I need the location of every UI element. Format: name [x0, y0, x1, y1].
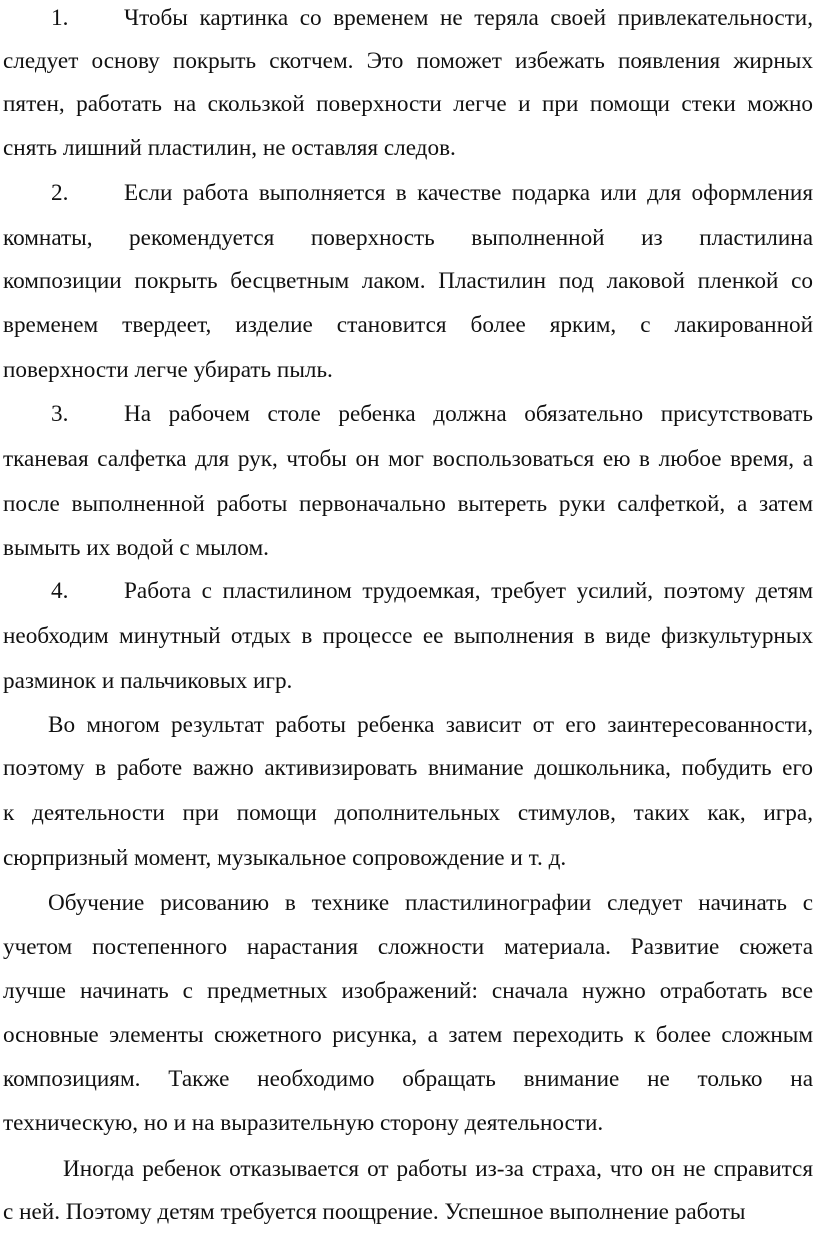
text-line: композициям. Также необходимо обращать внимание не только на — [3, 1066, 813, 1092]
text-line: после выполненной работы первоначально вытереть руки салфеткой, а затем — [3, 491, 813, 517]
paragraph-first-line — [3, 710, 813, 740]
list-item-number: 1. — [51, 5, 69, 31]
list-item-first-line — [3, 399, 813, 429]
text-line: композиции покрыть бесцветным лаком. Пластилин под лаковой пленкой со — [3, 268, 813, 294]
text-line: учетом постепенного нарастания сложности материала. Развитие сюжета — [3, 934, 813, 960]
list-item-text: Работа с пластилином трудоемкая, требует усилий, поэтому детям — [124, 578, 813, 604]
list-item-first-line — [3, 178, 813, 208]
text-line: комнаты, рекомендуется поверхность выполненной из пластилина — [3, 225, 813, 251]
text-line: следует основу покрыть скотчем. Это поможет избежать появления жирных — [3, 48, 813, 74]
text-line: основные элементы сюжетного рисунка, а затем переходить к более сложным — [3, 1022, 813, 1048]
text-line: вымыть их водой с мылом. — [3, 535, 269, 561]
list-item-text: На рабочем столе ребенка должна обязательно присутствовать — [124, 401, 813, 427]
text-line: техническую, но и на выразительную сторону деятельности. — [3, 1110, 604, 1136]
text-line: снять лишний пластилин, не оставляя следов. — [3, 135, 456, 161]
list-item-text: Если работа выполняется в качестве подарка или для оформления — [124, 180, 813, 206]
text-line: пятен, работать на скользкой поверхности легче и при помощи стеки можно — [3, 91, 813, 117]
text-line: временем твердеет, изделие становится более ярким, с лакированной — [3, 312, 813, 338]
paragraph-text: Обучение рисованию в технике пластилинографии следует начинать с — [48, 890, 813, 916]
paragraph-text: Во многом результат работы ребенка зависит от его заинтересованности, — [48, 712, 813, 738]
text-line: тканевая салфетка для рук, чтобы он мог воспользоваться ею в любое время, а — [3, 446, 813, 472]
text-line: необходим минутный отдых в процессе ее выполнения в виде физкультурных — [3, 623, 813, 649]
text-line: разминок и пальчиковых игр. — [3, 668, 293, 694]
list-item-number: 3. — [51, 401, 69, 427]
list-item-first-line — [3, 576, 813, 606]
list-item-number: 2. — [51, 180, 69, 206]
paragraph-text: Иногда ребенок отказывается от работы из-за страха, что он не справится — [63, 1156, 813, 1182]
text-line: с ней. Поэтому детям требуется поощрение. Успешное выполнение работы — [3, 1199, 746, 1225]
text-line: поверхности легче убирать пыль. — [3, 357, 333, 383]
list-item-first-line — [3, 3, 813, 33]
paragraph-first-line — [3, 1154, 813, 1184]
text-line: к деятельности при помощи дополнительных стимулов, таких как, игра, — [3, 800, 813, 826]
text-line: лучше начинать с предметных изображений: сначала нужно отработать все — [3, 978, 813, 1004]
paragraph-first-line — [3, 888, 813, 918]
list-item-text: Чтобы картинка со временем не теряла своей привлекательности, — [124, 5, 813, 31]
text-line: сюрпризный момент, музыкальное сопровождение и т. д. — [3, 845, 567, 871]
list-item-number: 4. — [51, 578, 69, 604]
text-line: поэтому в работе важно активизировать внимание дошкольника, побудить его — [3, 755, 813, 781]
